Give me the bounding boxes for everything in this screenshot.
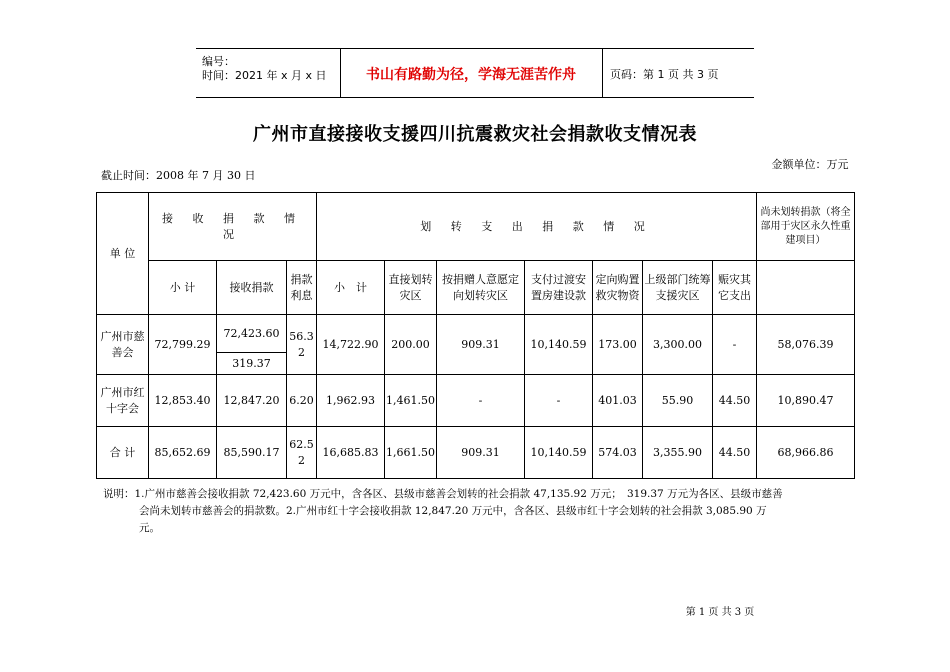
page-header [196,48,754,98]
sub-superior: 上级部门统筹支援灾区 [643,261,713,315]
cell-remaining: 58,076.39 [757,315,855,375]
row-name: 合 计 [97,427,149,479]
sub-interest: 捐款利息 [287,261,317,315]
cutoff-date: 截止时间：2008 年 7 月 30 日 [101,169,256,182]
table-row [97,315,855,353]
cell-other: 44.50 [713,375,757,427]
cell-interest: 56.32 [287,315,317,375]
cell-other: - [713,315,757,375]
note-line: 说明：1.广州市慈善会接收捐款 72,423.60 万元中，含各区、县级市慈善会划转的社会捐款 47,135.92 万元； 319.37 万元为各区、县级市慈善 [103,488,783,500]
cell-superior: 3,300.00 [643,315,713,375]
sub-received: 接收捐款 [217,261,287,315]
cell-transfer-subtotal: 14,722.90 [317,315,385,375]
table-row [97,427,855,479]
header-motto-cell [340,49,603,97]
cell-housing: 10,140.59 [525,315,593,375]
note-line: 会尚未划转市慈善会的捐款数。2.广州市红十字会接收捐款 12,847.20 万元中，含各区、县级市红十字会划转的社会捐款 3,085.90 万 [139,505,767,517]
cell-designated: 909.31 [437,315,525,375]
code-label: 编号： [202,55,235,68]
cell-superior: 3,355.90 [643,427,713,479]
cell-received: 12,847.20 [217,375,287,427]
header-meta [196,49,341,97]
document-title: 广州市直接接收支援四川抗震救灾社会捐款收支情况表 [253,124,697,145]
cell-transfer-subtotal: 16,685.83 [317,427,385,479]
cell-remaining: 68,966.86 [757,427,855,479]
motto: 书山有路勤为径，学海无涯苦作舟 [366,67,576,83]
row-name: 广州市红十字会 [97,375,149,427]
page-footer: 第 1 页 共 3 页 [685,607,755,618]
sub-transfer-subtotal: 小 计 [317,261,385,315]
header-page-cell [602,49,754,97]
cell-materials: 173.00 [593,315,643,375]
sub-housing: 支付过渡安置房建设款 [525,261,593,315]
cell-subtotal: 85,652.69 [149,427,217,479]
cell-designated: - [437,375,525,427]
cell-received: 72,423.60 [217,315,287,353]
cell-received: 85,590.17 [217,427,287,479]
cell-interest: 62.52 [287,427,317,479]
donation-table [96,192,855,479]
header-remaining: 尚未划转捐款（将全部用于灾区永久性重建项目） [757,193,855,261]
cell-direct: 1,461.50 [385,375,437,427]
sub-receive-subtotal: 小 计 [149,261,217,315]
row-name: 广州市慈善会 [97,315,149,375]
table-row [97,375,855,427]
cell-housing: - [525,375,593,427]
cell-other: 44.50 [713,427,757,479]
amount-unit: 金额单位：万元 [771,158,849,171]
note-line: 元。 [139,522,160,534]
sub-direct: 直接划转灾区 [385,261,437,315]
cell-received-pending: 319.37 [217,353,287,375]
cell-transfer-subtotal: 1,962.93 [317,375,385,427]
header-receive: 接 收 捐 款 情 况 [149,193,317,261]
sub-other: 赈灾其它支出 [713,261,757,315]
sub-materials: 定向购置救灾物资 [593,261,643,315]
cell-subtotal: 72,799.29 [149,315,217,375]
time-label: 时间：2021 年 x 月 x 日 [202,69,327,82]
cell-materials: 401.03 [593,375,643,427]
cell-interest: 6.20 [287,375,317,427]
sub-designated: 按捐赠人意愿定向划转灾区 [437,261,525,315]
cell-housing: 10,140.59 [525,427,593,479]
header-transfer: 划 转 支 出 捐 款 情 况 [317,193,757,261]
sub-remaining-empty [757,261,855,315]
page-label: 页码：第 1 页 共 3 页 [610,68,719,81]
explanation-note [103,486,863,537]
header-unit: 单 位 [97,193,149,315]
cell-superior: 55.90 [643,375,713,427]
cell-remaining: 10,890.47 [757,375,855,427]
cell-designated: 909.31 [437,427,525,479]
cell-direct: 1,661.50 [385,427,437,479]
cell-subtotal: 12,853.40 [149,375,217,427]
cell-direct: 200.00 [385,315,437,375]
cell-materials: 574.03 [593,427,643,479]
